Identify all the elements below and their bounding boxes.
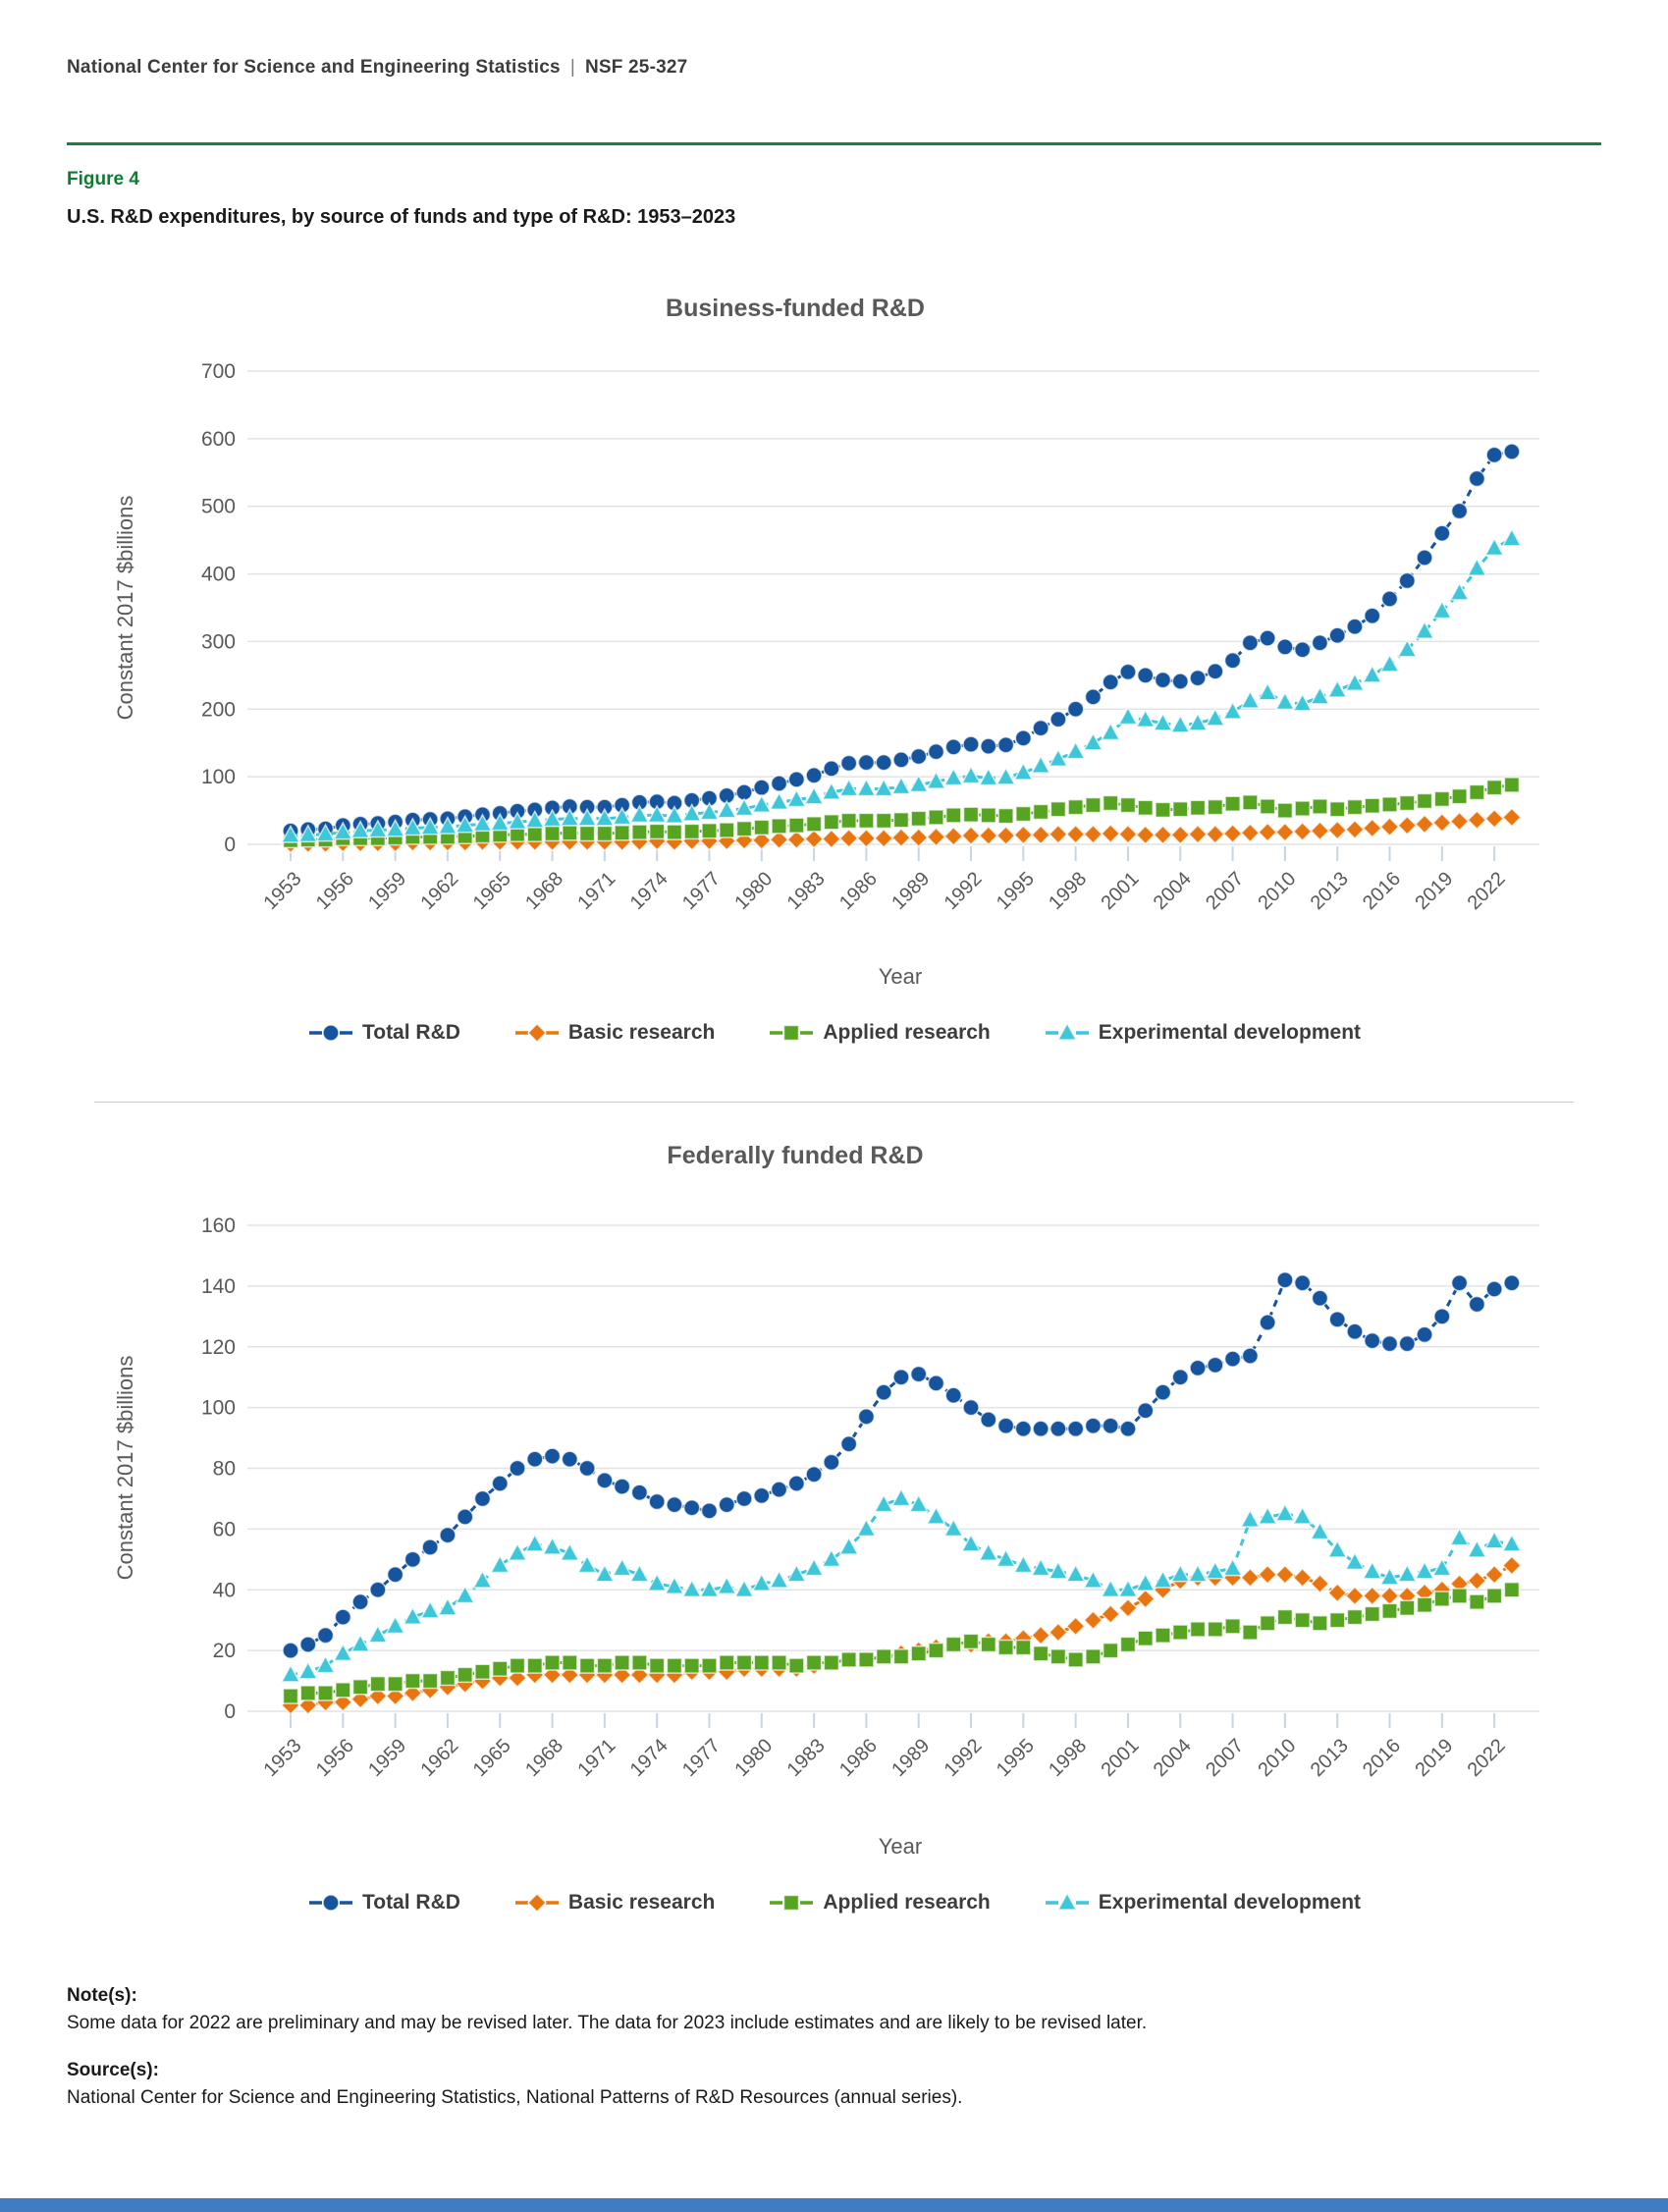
series-line-total-r-d (291, 1280, 1512, 1650)
x-tick-label: 1953 (259, 1734, 306, 1782)
report-header (67, 57, 687, 79)
circle-marker-icon (323, 1025, 339, 1041)
header-rule (67, 142, 1601, 145)
x-tick-label: 1995 (992, 1734, 1039, 1782)
x-tick-label: 1965 (468, 867, 515, 915)
x-tick-label: 2016 (1359, 867, 1406, 915)
notes-text: Some data for 2022 are preliminary and may be revised later. The data for 2023 include estimates and are likely to be revised later. (67, 2013, 1148, 2033)
y-tick-label: 40 (212, 1579, 236, 1602)
x-tick-label: 2022 (1463, 867, 1510, 915)
triangle-marker-icon (1058, 1894, 1076, 1911)
x-tick-label: 1977 (677, 867, 726, 915)
y-tick-label: 700 (200, 360, 236, 383)
x-tick-label: 1959 (364, 867, 411, 915)
x-tick-label: 1962 (416, 1734, 463, 1782)
legend-item-experimental-development (1044, 1891, 1361, 1915)
y-tick-label: 100 (200, 1396, 236, 1420)
legend-item-total-r-d (307, 1021, 460, 1045)
x-tick-label: 1992 (940, 867, 987, 915)
notes-label: Note(s): (67, 1985, 137, 2006)
x-tick-label: 1971 (573, 867, 620, 915)
legend-label: Experimental development (1098, 1021, 1362, 1044)
x-tick-label: 2022 (1463, 1734, 1510, 1782)
figure-label: Figure 4 (67, 169, 139, 189)
business-funded-chart (0, 245, 1668, 997)
x-tick-label: 2013 (1306, 1734, 1353, 1782)
y-tick-label: 0 (224, 1700, 236, 1723)
sources-text: National Center for Science and Engineering Statistics, National Patterns of R&D Resources (annual series). (67, 2087, 963, 2108)
series-markers-experimental-development (282, 529, 1521, 842)
y-tick-label: 80 (212, 1457, 236, 1481)
x-tick-label: 2007 (1202, 1734, 1249, 1782)
legend-label: Total R&D (361, 1891, 460, 1914)
x-tick-label: 1965 (468, 1734, 515, 1782)
x-tick-label: 1968 (521, 1734, 568, 1782)
federally-funded-chart (0, 1109, 1668, 1861)
x-tick-label: 1974 (625, 867, 673, 915)
legend-item-applied-research (768, 1021, 990, 1045)
sources-label: Source(s): (67, 2060, 159, 2080)
x-tick-label: 2016 (1359, 1734, 1406, 1782)
header-separator: | (569, 57, 575, 78)
legend-item-applied-research (768, 1891, 990, 1915)
y-tick-label: 0 (224, 834, 236, 856)
legend-label: Applied research (823, 1891, 991, 1914)
chart-title-business: Business-funded R&D (666, 295, 925, 322)
legend-business (0, 1021, 1668, 1045)
y-tick-label: 500 (200, 495, 236, 518)
x-tick-label: 2019 (1411, 867, 1458, 915)
y-tick-label: 600 (200, 427, 236, 451)
x-tick-label: 1953 (259, 867, 306, 915)
y-tick-label: 60 (212, 1518, 236, 1541)
legend-label: Basic research (567, 1891, 716, 1914)
y-axis-title-federal: Constant 2017 $billions (113, 1355, 137, 1581)
x-tick-label: 2010 (1254, 867, 1301, 915)
x-tick-label: 1956 (311, 1734, 358, 1782)
x-tick-label: 1974 (625, 1734, 673, 1782)
legend-item-basic-research (513, 1021, 715, 1045)
x-tick-label: 1977 (677, 1734, 726, 1782)
y-tick-label: 140 (200, 1274, 236, 1298)
legend-label: Applied research (823, 1021, 991, 1044)
diamond-marker-icon (528, 1894, 546, 1912)
x-tick-label: 1956 (311, 867, 358, 915)
legend-item-basic-research (513, 1891, 715, 1915)
y-axis-title-business: Constant 2017 $billions (113, 495, 137, 721)
legend-item-experimental-development (1044, 1021, 1361, 1045)
legend-label: Basic research (567, 1021, 716, 1044)
x-tick-label: 2001 (1097, 1734, 1144, 1782)
footer-bar (0, 2198, 1668, 2212)
legend-item-total-r-d (307, 1891, 460, 1915)
square-marker-icon (784, 1896, 799, 1911)
section-divider (94, 1102, 1574, 1103)
y-tick-label: 20 (212, 1640, 236, 1663)
y-tick-label: 200 (200, 698, 236, 722)
x-tick-label: 1983 (782, 867, 830, 915)
x-tick-label: 1968 (521, 867, 568, 915)
y-tick-label: 120 (200, 1335, 236, 1359)
x-tick-label: 1998 (1045, 1734, 1092, 1782)
x-tick-label: 1992 (940, 1734, 987, 1782)
x-tick-label: 2010 (1254, 1734, 1301, 1782)
x-tick-label: 1989 (888, 1734, 935, 1782)
figure-title: U.S. R&D expenditures, by source of funds and type of R&D: 1953–2023 (67, 206, 736, 228)
circle-marker-icon (323, 1895, 339, 1911)
legend-label: Experimental development (1098, 1891, 1362, 1914)
x-tick-label: 1998 (1045, 867, 1092, 915)
y-tick-label: 400 (200, 563, 236, 586)
series-markers-basic-research (282, 1557, 1521, 1714)
x-tick-label: 1980 (730, 1734, 778, 1782)
x-tick-label: 1959 (364, 1734, 411, 1782)
chart-title-federal: Federally funded R&D (667, 1142, 924, 1169)
triangle-marker-icon (1058, 1024, 1076, 1041)
square-marker-icon (784, 1026, 799, 1041)
x-axis-title-business: Year (878, 964, 923, 989)
x-tick-label: 2004 (1149, 867, 1196, 915)
x-tick-label: 1980 (730, 867, 778, 915)
x-tick-label: 2004 (1149, 1734, 1196, 1782)
x-tick-label: 2019 (1411, 1734, 1458, 1782)
x-tick-label: 1989 (888, 867, 935, 915)
x-tick-label: 2001 (1097, 867, 1144, 915)
diamond-marker-icon (528, 1024, 546, 1042)
y-tick-label: 160 (200, 1214, 236, 1237)
y-tick-label: 100 (200, 766, 236, 789)
x-tick-label: 1986 (834, 1734, 882, 1782)
x-tick-label: 2007 (1202, 867, 1249, 915)
y-tick-label: 300 (200, 630, 236, 654)
x-tick-label: 1971 (573, 1734, 620, 1782)
x-tick-label: 2013 (1306, 867, 1353, 915)
legend-federal (0, 1891, 1668, 1915)
x-tick-label: 1983 (782, 1734, 830, 1782)
x-tick-label: 1995 (992, 867, 1039, 915)
org-name: National Center for Science and Engineering Statistics (67, 57, 561, 78)
legend-label: Total R&D (361, 1021, 460, 1044)
x-axis-title-federal: Year (878, 1834, 923, 1859)
report-id: NSF 25-327 (584, 57, 688, 78)
x-tick-label: 1962 (416, 867, 463, 915)
x-tick-label: 1986 (834, 867, 882, 915)
